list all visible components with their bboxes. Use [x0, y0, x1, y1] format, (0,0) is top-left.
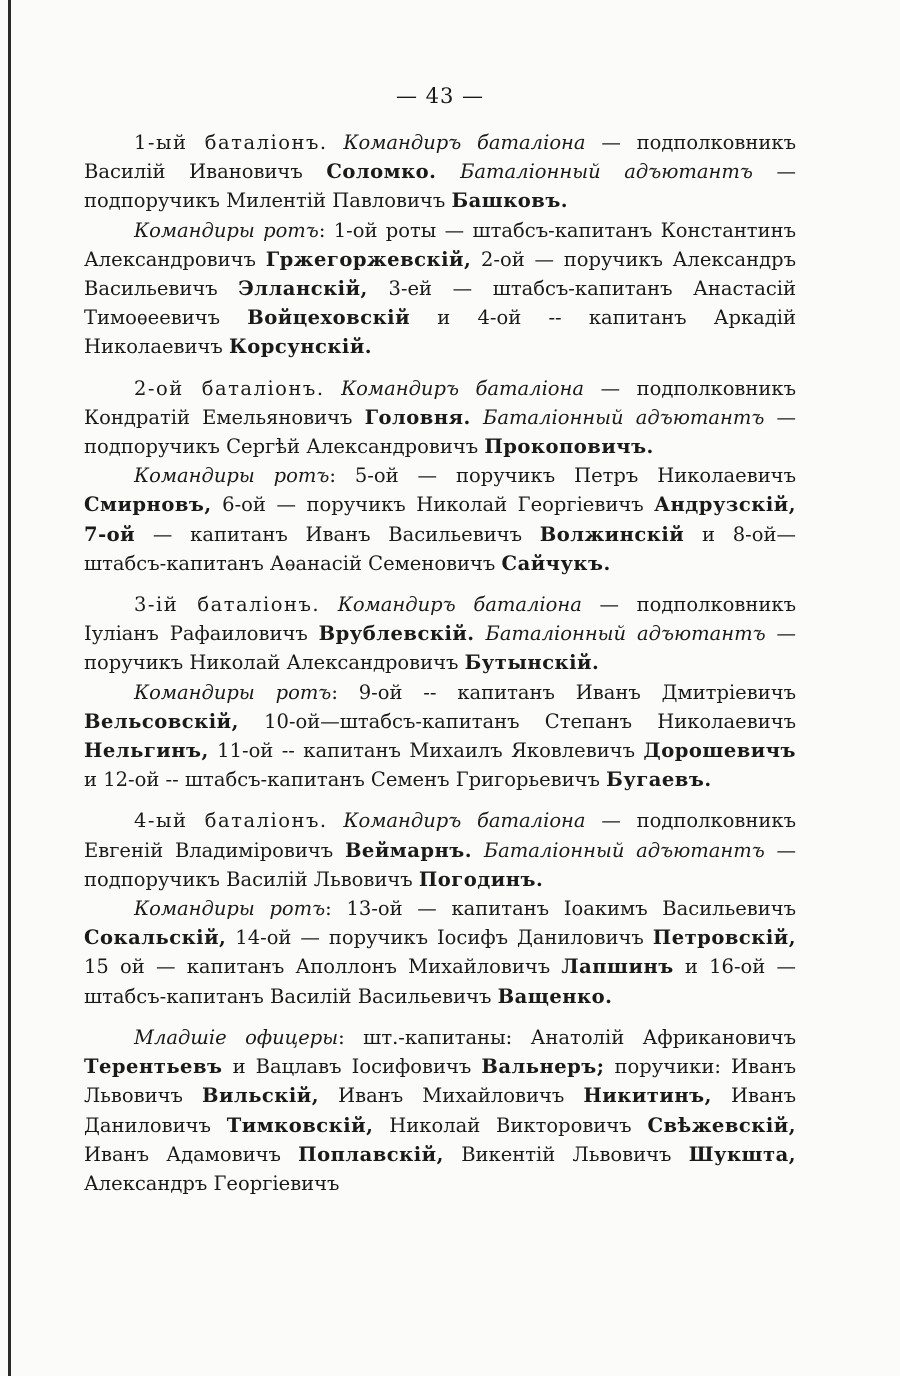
- surname: Андрузскій, 7-ой: [84, 493, 796, 546]
- surname: Корсунскій.: [228, 335, 373, 359]
- rank-heading: Командиръ баталіона: [341, 376, 585, 400]
- text-run: [320, 593, 338, 616]
- surname: Ващенко.: [497, 984, 613, 1008]
- surname: Веймарнъ.: [344, 838, 473, 862]
- surname: Головня.: [364, 405, 471, 429]
- surname: Соломко.: [326, 160, 437, 184]
- battalion-paragraph: [84, 590, 796, 678]
- surname: Шукшта,: [688, 1142, 796, 1166]
- officers-paragraph: [84, 1023, 796, 1198]
- text-run: Иванъ Даниловичъ: [84, 1084, 796, 1137]
- text-run: Викентій Львовичъ: [443, 1142, 689, 1166]
- battalion-heading: 1-ый баталіонъ.: [134, 131, 328, 154]
- text-run: 11-ой -- капитанъ Михаилъ Яковлевичъ: [208, 739, 644, 763]
- companies-paragraph: [84, 678, 796, 795]
- text-run: — подполковникъ Василій Ивановичъ: [84, 131, 796, 184]
- text-run: — подпоручикъ Василій Львовичъ: [84, 838, 797, 891]
- surname: Элланскій,: [238, 277, 368, 301]
- rank-heading: Командиры ротъ: [134, 897, 326, 921]
- text-run: — подполковникъ Кондратій Емельяновичъ: [84, 376, 796, 429]
- text-run: 2-ой — поручикъ Александръ Васильевичъ: [84, 247, 796, 301]
- text-run: поручики: Иванъ Львовичъ: [84, 1055, 796, 1108]
- surname: Волжинскій: [539, 522, 685, 546]
- surname: Поплавскій,: [298, 1142, 444, 1166]
- text-run: : 5-ой — поручикъ Петръ Николаевичъ: [329, 464, 796, 488]
- surname: Петровскій,: [652, 926, 796, 950]
- text-run: и 16-ой — штабсъ-капитанъ Василій Васильевичъ: [84, 955, 796, 1008]
- surname: Бутынскій.: [464, 651, 600, 675]
- text-run: Иванъ Адамовичъ: [84, 1142, 299, 1166]
- surname: Вельсовскій,: [84, 709, 239, 733]
- surname: Бугаевъ.: [606, 768, 712, 792]
- text-run: — поручикъ Николай Александровичъ: [84, 622, 797, 675]
- battalion-heading: 3-ій баталіонъ.: [134, 593, 321, 617]
- surname: Погодинъ.: [418, 867, 544, 891]
- text-run: : 1-ой роты — штабсъ-капитанъ Константинъ Александровичъ: [84, 218, 796, 271]
- text-run: [328, 131, 344, 154]
- text-run: [436, 160, 460, 183]
- rank-heading: Баталіонный адъютантъ: [483, 838, 765, 862]
- rank-heading: Баталіонный адъютантъ: [485, 622, 766, 646]
- battalion-paragraph: [84, 128, 796, 216]
- text-run: Александръ Георгіевичъ: [84, 1171, 340, 1195]
- text-run: Николай Викторовичъ: [373, 1113, 648, 1137]
- surname: Терентьевъ: [84, 1055, 223, 1079]
- rank-heading: Баталіонный адъютантъ: [482, 405, 765, 429]
- surname: Нельгинъ,: [84, 739, 209, 763]
- text-run: и Вацлавъ Іосифовичъ: [222, 1055, 482, 1079]
- text-run: — подполковникъ Іуліанъ Рафаиловичъ: [84, 593, 796, 646]
- companies-paragraph: [84, 461, 796, 578]
- surname: Сайчукъ.: [501, 551, 611, 575]
- text-run: : шт.-капитаны: Анатолій Африкановичъ: [338, 1025, 796, 1049]
- surname: Башковъ.: [451, 189, 569, 213]
- text-run: : 9-ой -- капитанъ Иванъ Дмитріевичъ: [331, 680, 796, 704]
- rank-heading: Командиры ротъ: [134, 218, 319, 242]
- text-run: — капитанъ Иванъ Васильевичъ: [135, 522, 540, 546]
- text-run: — подпоручикъ Милентій Павловичъ: [84, 160, 797, 213]
- text-run: [325, 377, 342, 400]
- surname: Войцеховскій: [247, 306, 411, 330]
- rank-heading: Командиры ротъ: [134, 464, 330, 488]
- rank-heading: Командиры ротъ: [134, 680, 332, 704]
- surname: Вальнеръ;: [481, 1055, 605, 1079]
- companies-paragraph: [84, 894, 796, 1011]
- text-run: 3-ей — штабсъ-капитанъ Анастасій Тимоѳеевичъ: [84, 277, 796, 330]
- rank-heading: Командиръ баталіона: [343, 809, 586, 833]
- rank-heading: Командиръ баталіона: [343, 131, 586, 154]
- rank-heading: Командиръ баталіона: [337, 593, 582, 617]
- surname: Сокальскій,: [84, 926, 227, 950]
- text-run: 14-ой — поручикъ Іосифъ Даниловичъ: [226, 926, 653, 950]
- text-run: [328, 809, 344, 832]
- surname: Свѣжевскій,: [647, 1113, 796, 1137]
- companies-paragraph: [84, 216, 796, 362]
- text-run: [472, 839, 484, 862]
- surname: Гржегоржевскій,: [265, 247, 472, 271]
- text-run: [475, 622, 486, 645]
- text-run: Иванъ Михайловичъ: [319, 1084, 584, 1108]
- surname: Вильскій,: [202, 1084, 320, 1108]
- surname: Прокоповичъ.: [484, 435, 654, 459]
- surname: Никитинъ,: [583, 1084, 712, 1108]
- text-run: 10-ой—штабсъ-капитанъ Степанъ Николаевичъ: [238, 709, 796, 733]
- text-run: — подполковникъ Евгеній Владиміровичъ: [84, 809, 796, 862]
- battalion-heading: 2-ой баталіонъ.: [134, 376, 325, 400]
- battalion-paragraph: [84, 806, 796, 894]
- text-run: и 8-ой—штабсъ-капитанъ Аѳанасій Семеновичъ: [84, 522, 796, 575]
- page-number: — 43 —: [395, 84, 485, 108]
- text-run: и 4-ой -- капитанъ Аркадій Николаевичъ: [84, 306, 797, 359]
- battalion-heading: 4-ый баталіонъ.: [134, 809, 328, 833]
- text-run: : 13-ой — капитанъ Іоакимъ Васильевичъ: [325, 897, 797, 921]
- rank-heading: Баталіонный адъютантъ: [460, 160, 753, 184]
- battalion-paragraph: [84, 374, 796, 462]
- text-run: 6-ой — поручикъ Николай Георгіевичъ: [211, 493, 655, 517]
- surname: Врублевскій.: [318, 622, 475, 646]
- text-run: — подпоручикъ Сергѣй Александровичъ: [84, 405, 797, 459]
- page-text: [84, 128, 796, 1198]
- surname: Смирновъ,: [84, 493, 212, 517]
- text-run: [471, 406, 483, 429]
- text-run: и 12-ой -- штабсъ-капитанъ Семенъ Григорьевичъ: [84, 768, 607, 792]
- page-edge-line: [8, 0, 11, 1376]
- surname: Лапшинъ: [561, 955, 674, 979]
- text-run: 15 ой — капитанъ Аполлонъ Михайловичъ: [84, 955, 562, 979]
- surname: Дорошевичъ: [643, 739, 796, 763]
- rank-heading: Младшіе офицеры: [134, 1025, 339, 1049]
- surname: Тимковскій,: [226, 1113, 374, 1137]
